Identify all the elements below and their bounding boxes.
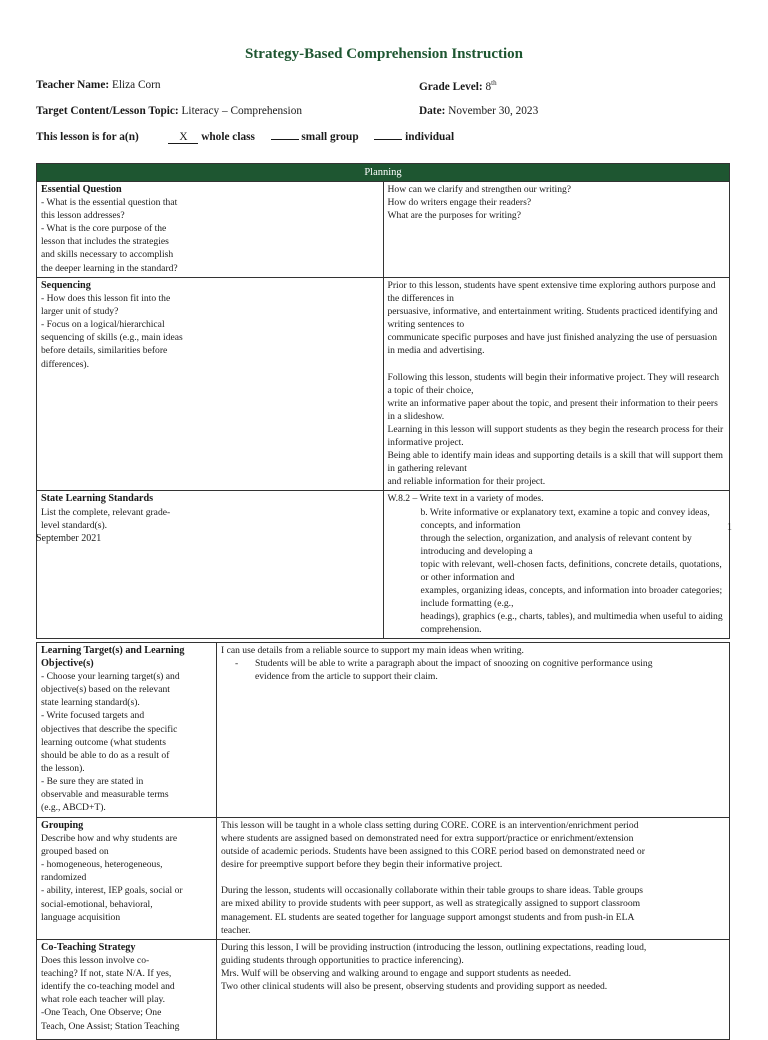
whole-class-mark: X	[168, 131, 198, 144]
grouping-desc-line: Describe how and why students are	[41, 833, 178, 845]
bullet-mark: -	[235, 658, 239, 670]
targets-desc-line: should be able to do as a result of	[41, 749, 170, 761]
sequencing-para1-line: persuasive, informative, and entertainment writing. Students practiced identifying and writing sentences to	[387, 306, 718, 331]
targets-title: Learning Target(s) and Learning Objective(s)	[41, 645, 185, 670]
essential-content-line: How do writers engage their readers?	[387, 197, 532, 209]
essential-question-content-cell	[383, 182, 730, 278]
essential-desc-line: lesson that includes the strategies	[41, 236, 169, 248]
coteaching-title: Co-Teaching Strategy	[41, 942, 136, 953]
grouping-para2-line: are mixed ability to provide students with peer support, as well as strategically assigned to support classroom	[221, 898, 641, 910]
teacher-label: Teacher Name:	[36, 79, 110, 91]
target-statement: I can use details from a reliable source to support my main ideas when writing.	[221, 645, 524, 656]
coteaching-content-line: Two other clinical students will also be present, observing students and providing support as needed.	[221, 981, 608, 993]
sequencing-para2-line: and reliable information for their project.	[387, 476, 546, 488]
grouping-desc-line: grouped based on	[41, 846, 109, 858]
date-value: November 30, 2023	[448, 105, 539, 117]
essential-desc-line: and skills necessary to accomplish	[41, 249, 174, 261]
targets-desc-line: the lesson).	[41, 762, 85, 774]
grouping-desc-line: language acquisition	[41, 911, 121, 923]
teacher-value: Eliza Corn	[111, 79, 161, 91]
standards-content-cell	[383, 491, 730, 639]
date-label: Date:	[419, 105, 446, 117]
essential-content-line: How can we clarify and strengthen our writing?	[387, 184, 572, 195]
teacher-name-field	[36, 79, 161, 91]
sequencing-para1-line: communicate specific purposes and have just finished analyzing the use of persuasion in media and advertising.	[387, 332, 718, 357]
grouping-title: Grouping	[41, 820, 84, 831]
sequencing-desc-line: - Focus on a logical/hierarchical	[41, 319, 165, 331]
coteaching-desc-line: identify the co-teaching model and	[41, 981, 175, 993]
coteaching-desc-line: Does this lesson involve co-	[41, 955, 150, 967]
grouping-desc-line: - homogeneous, heterogeneous,	[41, 859, 163, 871]
targets-desc-line: (e.g., ABCD+T).	[41, 802, 106, 814]
grouping-label-cell	[37, 818, 217, 940]
coteaching-desc-line: -One Teach, One Observe; One	[41, 1007, 162, 1019]
essential-question-label-cell	[37, 182, 384, 278]
sequencing-desc-line: differences).	[41, 358, 90, 370]
coteaching-content-line: guiding students through opportunities to practice inferencing).	[221, 955, 464, 967]
essential-question-title: Essential Question	[41, 184, 122, 195]
grouping-content-cell	[217, 818, 730, 940]
lesson-table	[36, 642, 730, 1040]
coteaching-content-line: During this lesson, I will be providing instruction (introducing the lesson, outlining expectations, reading loud,	[221, 942, 647, 953]
standard-text-line: examples, organizing ideas, concepts, and information into broader categories; include formatting (e.g.,	[420, 585, 723, 610]
sequencing-desc-line: sequencing of skills (e.g., main ideas	[41, 332, 183, 344]
planning-table	[36, 163, 730, 639]
sequencing-label-cell	[37, 278, 384, 491]
grouping-para1-line: desire for preemptive support before they begin their informative project.	[221, 859, 503, 871]
topic-value: Literacy – Comprehension	[181, 105, 302, 117]
essential-desc-line: - What is the core purpose of the	[41, 223, 167, 235]
sequencing-para2-line: Following this lesson, students will begin their informative project. They will research a topic of their choice,	[387, 371, 720, 396]
standard-code-line: W.8.2 – Write text in a variety of modes.	[387, 493, 544, 505]
standards-title: State Learning Standards	[41, 493, 154, 505]
essential-desc-line: this lesson addresses?	[41, 210, 125, 222]
coteaching-content-cell	[217, 940, 730, 1040]
essential-desc-line: the deeper learning in the standard?	[41, 262, 178, 274]
sequencing-desc-line: - How does this lesson fit into the	[41, 293, 171, 305]
targets-desc-line: observable and measurable terms	[41, 789, 169, 801]
coteaching-label-cell	[37, 940, 217, 1040]
grouping-para2-line: teacher.	[221, 924, 251, 936]
targets-desc-line: objective(s) based on the relevant	[41, 684, 170, 696]
topic-label: Target Content/Lesson Topic:	[36, 105, 179, 117]
targets-desc-line: - Choose your learning target(s) and	[41, 671, 180, 683]
targets-desc-line: state learning standard(s).	[41, 697, 140, 709]
targets-desc-line: objectives that describe the specific	[41, 723, 178, 735]
standard-text-line: through the selection, organization, and analysis of relevant content by introducing and developing a	[420, 532, 692, 557]
grouping-para2-line: management. EL students are seated together for language support amongst students and from push-in ELA	[221, 911, 635, 923]
small-group-mark	[271, 139, 299, 140]
lesson-for-label: This lesson is for a(n)	[36, 131, 139, 143]
footer-date: September 2021	[36, 533, 102, 544]
targets-label-cell	[37, 643, 217, 818]
sequencing-title: Sequencing	[41, 280, 91, 291]
coteaching-desc-line: what role each teacher will play.	[41, 994, 166, 1006]
planning-header: Planning	[37, 164, 730, 182]
sequencing-desc-line: before details, similarities before	[41, 345, 168, 357]
individual-mark	[374, 139, 402, 140]
standard-text-line: topic with relevant, well-chosen facts, definitions, concrete details, quotations, or other information and	[420, 558, 722, 583]
grade-level-field	[419, 79, 497, 93]
essential-content-line: What are the purposes for writing?	[387, 210, 521, 222]
standard-text-line: headings), graphics (e.g., charts, tables), and multimedia when useful to aiding comprehension.	[420, 611, 723, 636]
whole-class-label: whole class	[201, 131, 255, 143]
sequencing-para1-line: Prior to this lesson, students have spent extensive time exploring authors purpose and the differences in	[387, 280, 716, 305]
page-title: Strategy-Based Comprehension Instruction	[244, 46, 524, 62]
essential-desc-line: - What is the essential question that	[41, 197, 178, 209]
sequencing-desc-line: larger unit of study?	[41, 306, 119, 318]
grouping-para1-line: outside of academic periods. Students have been assigned to this CORE period based on demonstrated need or	[221, 846, 645, 858]
lesson-format-row	[36, 131, 454, 144]
standards-desc-line: List the complete, relevant grade-	[41, 506, 171, 518]
page-number: 1	[727, 522, 732, 533]
table-row-sequencing	[37, 278, 730, 491]
grouping-desc-line: social-emotional, behavioral,	[41, 898, 153, 910]
sequencing-para2-line: write an informative paper about the topic, and present their information to their peers in a slideshow.	[387, 397, 718, 422]
grade-value: 8	[485, 80, 492, 93]
sequencing-para2-line: Being able to identify main ideas and supporting details is a skill that will support them in gathering relevant	[387, 450, 723, 475]
targets-content-cell	[217, 643, 730, 818]
date-field	[419, 105, 538, 117]
objective-line: evidence from the article to support their claim.	[255, 671, 438, 683]
table-row-co-teaching	[37, 940, 730, 1040]
grouping-desc-line: - ability, interest, IEP goals, social or	[41, 885, 183, 897]
coteaching-content-line: Mrs. Wulf will be observing and walking around to engage and support students as needed.	[221, 968, 572, 980]
individual-label: individual	[405, 131, 455, 143]
grouping-para2-line: During the lesson, students will occasionally collaborate within their table groups to share ideas. Table groups	[221, 885, 643, 897]
table-row-essential-question	[37, 182, 730, 278]
table-row-learning-targets	[37, 643, 730, 818]
standards-label-cell	[37, 491, 384, 639]
grade-label: Grade Level:	[419, 80, 483, 93]
standards-desc-line: level standard(s).	[41, 519, 108, 531]
objective-bullet	[221, 657, 725, 683]
small-group-label: small group	[301, 131, 359, 143]
targets-desc-line: - Write focused targets and	[41, 710, 145, 722]
grade-suffix: th	[491, 79, 497, 87]
grouping-para1-line: where students are assigned based on demonstrated need for extra support/practice or enrichment/extension	[221, 833, 634, 845]
targets-desc-line: - Be sure they are stated in	[41, 775, 144, 787]
sequencing-content-cell	[383, 278, 730, 491]
standard-text-line: b. Write informative or explanatory text, examine a topic and convey ideas, concepts, and information	[420, 506, 710, 531]
targets-desc-line: learning outcome (what students	[41, 736, 166, 748]
objective-line: Students will be able to write a paragraph about the impact of snoozing on cognitive performance using	[255, 658, 653, 670]
grouping-desc-line: randomized	[41, 872, 87, 884]
grouping-para1-line: This lesson will be taught in a whole class setting during CORE. CORE is an intervention/enrichment period	[221, 820, 639, 831]
table-row-grouping	[37, 818, 730, 940]
table-row-state-standards	[37, 491, 730, 639]
topic-field	[36, 105, 302, 117]
coteaching-desc-line: teaching? If not, state N/A. If yes,	[41, 968, 172, 980]
coteaching-desc-line: Teach, One Assist; Station Teaching	[41, 1020, 180, 1032]
sequencing-para2-line: Learning in this lesson will support students as they begin the research process for their informative project.	[387, 423, 724, 449]
